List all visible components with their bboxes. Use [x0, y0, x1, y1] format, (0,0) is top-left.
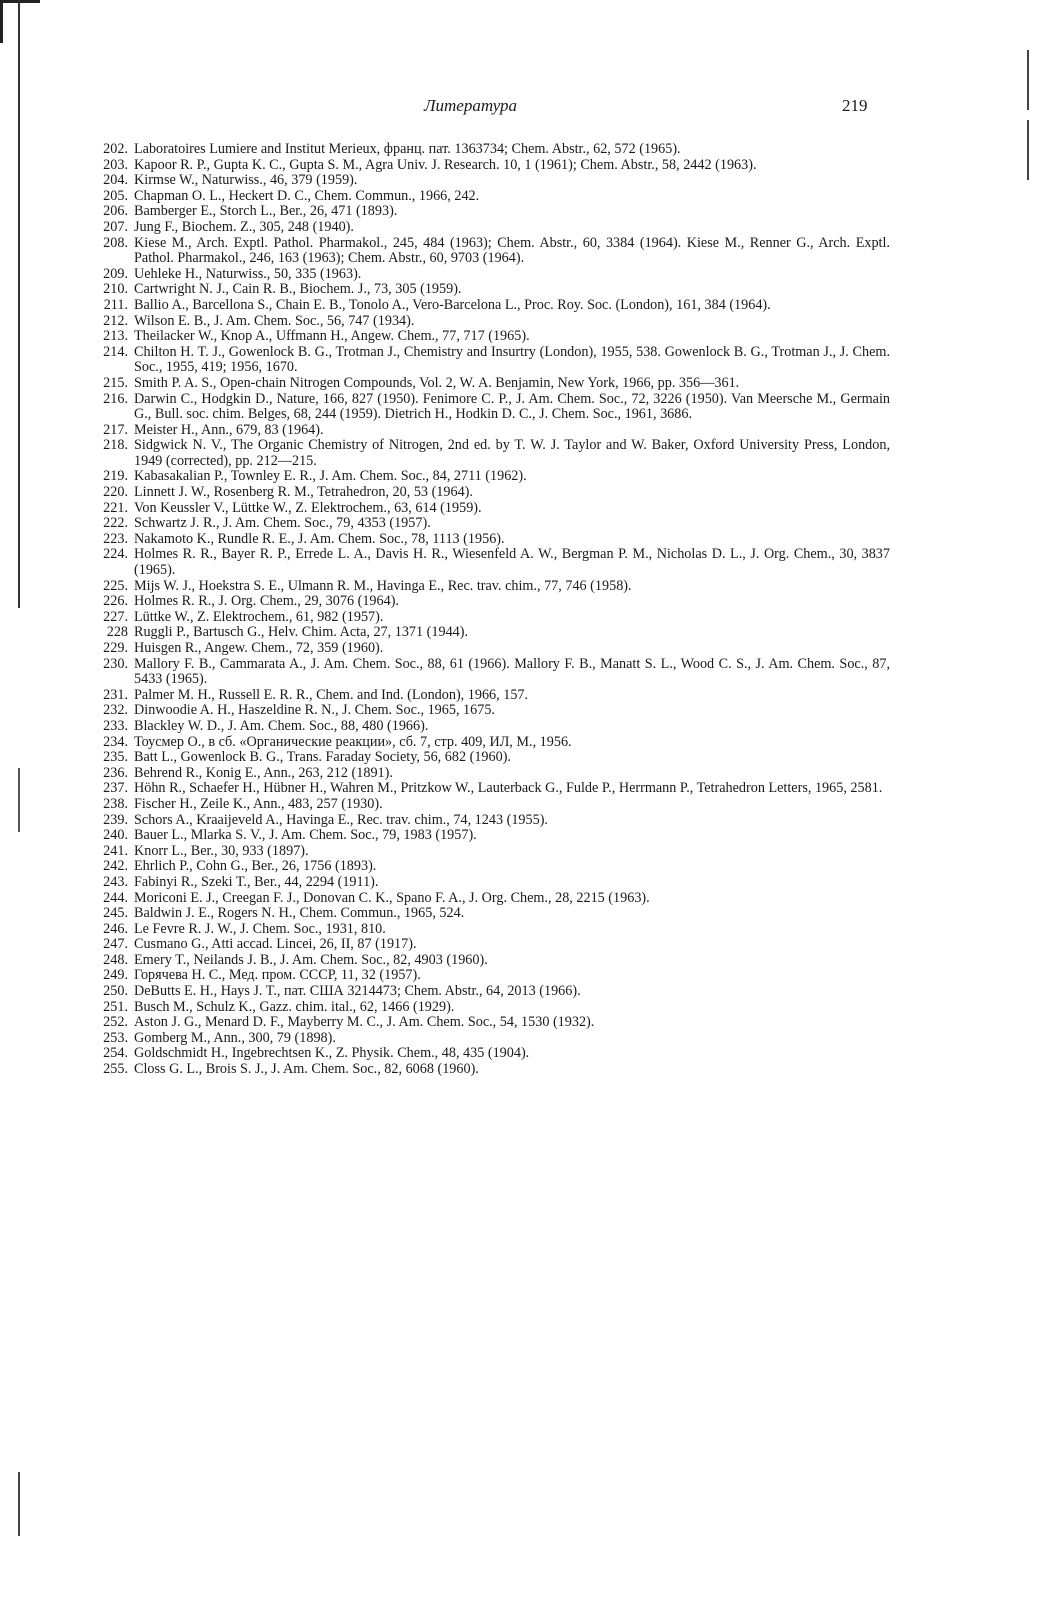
reference-entry [72, 345, 890, 376]
reference-entry [72, 1062, 890, 1078]
reference-text: Meister H., Ann., 679, 83 (1964). [134, 421, 324, 438]
reference-text: Ruggli P., Bartusch G., Helv. Chim. Acta, 27, 1371 (1944). [134, 624, 469, 641]
reference-number: 238. [103, 795, 128, 812]
reference-text: Schors A., Kraaijeveld A., Havinga E., Rec. trav. chim., 74, 1243 (1955). [134, 811, 548, 828]
reference-text: Behrend R., Konig E., Ann., 263, 212 (1891). [134, 764, 393, 781]
reference-number: 251. [103, 998, 128, 1015]
reference-entry [72, 968, 890, 984]
reference-entry [72, 282, 890, 298]
reference-text: Kirmse W., Naturwiss., 46, 379 (1959). [134, 172, 358, 189]
reference-entry [72, 204, 890, 220]
reference-number: 226. [103, 593, 128, 610]
reference-text: Chilton H. T. J., Gowenlock B. G., Trotman J., Chemistry and Insurtry (London), 1955, 538. Gowenlock B. G., Trotman J., J. Chem. Soc., 1955, 419; 1956, 1670. [134, 343, 890, 376]
reference-text: Kabasakalian P., Townley E. R., J. Am. Chem. Soc., 84, 2711 (1962). [134, 468, 527, 485]
reference-text: DeButts E. H., Hays J. T., пат. США 3214473; Chem. Abstr., 64, 2013 (1966). [134, 983, 581, 1000]
reference-text: Knorr L., Ber., 30, 933 (1897). [134, 842, 309, 859]
reference-entry [72, 423, 890, 439]
reference-entry [72, 766, 890, 782]
reference-text: Mallory F. B., Cammarata A., J. Am. Chem. Soc., 88, 61 (1966). Mallory F. B., Manatt S. L., Wood C. S., J. Am. Chem. Soc., 87, 5433 (1965). [134, 655, 890, 688]
reference-entry [72, 937, 890, 953]
reference-text: Kiese M., Arch. Exptl. Pathol. Pharmakol., 245, 484 (1963); Chem. Abstr., 60, 3384 (1964). Kiese M., Renner G., Arch. Exptl. Pathol. Pharmakol., 246, 163 (1963); Chem. Abstr., 60, 9703 (1964). [134, 234, 890, 267]
reference-number: 241. [103, 842, 128, 859]
reference-number: 229. [103, 640, 128, 656]
page-header [0, 96, 1043, 122]
reference-number: 212. [103, 312, 128, 329]
scan-edge-speck [1027, 120, 1029, 180]
reference-number: 211. [103, 296, 128, 313]
reference-text: Laboratoires Lumiere and Institut Merieux, франц. пат. 1363734; Chem. Abstr., 62, 572 (1965). [134, 141, 681, 157]
reference-text: Höhn R., Schaefer H., Hübner H., Wahren M., Pritzkow W., Lauterback G., Fulde P., Herrmann P., Tetrahedron Letters, 1965, 2581. [134, 780, 883, 797]
reference-entry [72, 781, 890, 797]
scan-edge-line [18, 0, 20, 1600]
page-number: 219 [842, 96, 868, 115]
reference-number: 219. [103, 468, 128, 485]
reference-text: Blackley W. D., J. Am. Chem. Soc., 88, 480 (1966). [134, 717, 429, 734]
reference-entry [72, 735, 890, 751]
reference-entry [72, 469, 890, 485]
reference-number: 227. [103, 608, 128, 625]
reference-list [72, 142, 890, 1078]
reference-number: 213. [103, 328, 128, 345]
reference-text: Горячева Н. С., Мед. пром. СССР, 11, 32 (1957). [134, 967, 421, 984]
reference-number: 223. [103, 530, 128, 547]
reference-text: Darwin C., Hodgkin D., Nature, 166, 827 (1950). Fenimore C. P., J. Am. Chem. Soc., 72, 3226 (1950). Van Meersche M., Germain G., Bull. soc. chim. Belges, 68, 244 (1959). Dietrich H., Hodkin D. C., J. Chem. Soc., 1961, 3686. [134, 390, 890, 423]
reference-number: 228 [106, 624, 128, 641]
reference-number: 206. [103, 203, 128, 220]
reference-text: Jung F., Biochem. Z., 305, 248 (1940). [134, 218, 354, 235]
reference-entry [72, 844, 890, 860]
reference-text: Moriconi E. J., Creegan F. J., Donovan C. K., Spano F. A., J. Org. Chem., 28, 2215 (1963). [134, 889, 650, 906]
reference-number: 248. [103, 951, 128, 968]
reference-number: 243. [103, 873, 128, 890]
reference-number: 230. [103, 655, 128, 672]
reference-text: Ballio A., Barcellona S., Chain E. B., Tonolo A., Vero-Barcelona L., Proc. Roy. Soc. (London), 161, 384 (1964). [134, 296, 771, 313]
reference-text: Bamberger E., Storch L., Ber., 26, 471 (1893). [134, 203, 398, 220]
reference-entry [72, 594, 890, 610]
reference-text: Bauer L., Mlarka S. V., J. Am. Chem. Soc., 79, 1983 (1957). [134, 827, 477, 844]
reference-number: 237. [103, 780, 128, 797]
reference-entry [72, 906, 890, 922]
reference-number: 215. [103, 374, 128, 391]
scan-corner-mark [0, 0, 40, 13]
reference-entry [72, 532, 890, 548]
reference-entry [72, 797, 890, 813]
reference-text: Closs G. L., Brois S. J., J. Am. Chem. Soc., 82, 6068 (1960). [134, 1061, 479, 1078]
reference-text: Kapoor R. P., Gupta K. C., Gupta S. M., Agra Univ. J. Research. 10, 1 (1961); Chem. Abstr., 58, 2442 (1963). [134, 156, 757, 173]
reference-number: 216. [103, 390, 128, 407]
reference-text: Le Fevre R. J. W., J. Chem. Soc., 1931, 810. [134, 920, 386, 937]
reference-entry [72, 220, 890, 236]
reference-entry [72, 859, 890, 875]
reference-number: 221. [103, 499, 128, 516]
reference-entry [72, 1000, 890, 1016]
reference-text: Emery T., Neilands J. B., J. Am. Chem. Soc., 82, 4903 (1960). [134, 951, 488, 968]
reference-text: Ehrlich P., Cohn G., Ber., 26, 1756 (1893). [134, 858, 377, 875]
reference-entry [72, 828, 890, 844]
reference-number: 222. [103, 515, 128, 532]
reference-number: 207. [103, 218, 128, 235]
reference-number: 214. [103, 343, 128, 360]
reference-entry [72, 438, 890, 469]
reference-number: 240. [103, 827, 128, 844]
reference-text: Lüttke W., Z. Elektrochem., 61, 982 (1957). [134, 608, 384, 625]
reference-number: 217. [103, 421, 128, 438]
reference-entry [72, 1031, 890, 1047]
reference-text: Cartwright N. J., Cain R. B., Biochem. J., 73, 305 (1959). [134, 281, 462, 298]
reference-number: 208. [103, 234, 128, 251]
reference-text: Aston J. G., Menard D. F., Mayberry M. C., J. Am. Chem. Soc., 54, 1530 (1932). [134, 1014, 595, 1031]
reference-text: Goldschmidt H., Ingebrechtsen K., Z. Physik. Chem., 48, 435 (1904). [134, 1045, 530, 1062]
reference-number: 209. [103, 265, 128, 282]
reference-entry [72, 875, 890, 891]
reference-number: 234. [103, 733, 128, 750]
reference-entry [72, 189, 890, 205]
reference-entry [72, 329, 890, 345]
reference-text: Тоусмер О., в сб. «Органические реакции», сб. 7, стр. 409, ИЛ, М., 1956. [134, 733, 572, 750]
reference-text: Linnett J. W., Rosenberg R. M., Tetrahedron, 20, 53 (1964). [134, 484, 473, 501]
reference-text: Nakamoto K., Rundle R. E., J. Am. Chem. Soc., 78, 1113 (1956). [134, 530, 505, 547]
reference-entry [72, 813, 890, 829]
reference-text: Dinwoodie A. H., Haszeldine R. N., J. Chem. Soc., 1965, 1675. [134, 702, 495, 719]
reference-number: 231. [103, 686, 128, 703]
reference-number: 210. [103, 281, 128, 298]
reference-text: Schwartz J. R., J. Am. Chem. Soc., 79, 4353 (1957). [134, 515, 431, 532]
reference-number: 225. [103, 577, 128, 594]
reference-entry [72, 922, 890, 938]
reference-number: 224. [103, 546, 128, 563]
reference-entry [72, 298, 890, 314]
reference-entry [72, 501, 890, 517]
reference-number: 252. [103, 1014, 128, 1031]
reference-number: 233. [103, 717, 128, 734]
reference-text: Batt L., Gowenlock B. G., Trans. Faraday Society, 56, 682 (1960). [134, 749, 511, 766]
reference-number: 250. [103, 983, 128, 1000]
reference-entry [72, 1015, 890, 1031]
reference-number: 202. [103, 141, 128, 157]
reference-entry [72, 953, 890, 969]
reference-entry [72, 703, 890, 719]
reference-entry [72, 625, 890, 641]
reference-entry [72, 688, 890, 704]
running-title: Литература [424, 96, 518, 115]
reference-entry [72, 392, 890, 423]
reference-number: 203. [103, 156, 128, 173]
reference-text: Fischer H., Zeile K., Ann., 483, 257 (1930). [134, 795, 383, 812]
reference-number: 255. [103, 1061, 128, 1078]
reference-entry [72, 610, 890, 626]
reference-entry [72, 236, 890, 267]
reference-number: 254. [103, 1045, 128, 1062]
reference-text: Mijs W. J., Hoekstra S. E., Ulmann R. M., Havinga E., Rec. trav. chim., 77, 746 (1958). [134, 577, 632, 594]
reference-text: Huisgen R., Angew. Chem., 72, 359 (1960). [134, 640, 384, 656]
reference-entry [72, 641, 890, 657]
reference-text: Von Keussler V., Lüttke W., Z. Elektrochem., 63, 614 (1959). [134, 499, 482, 516]
reference-entry [72, 984, 890, 1000]
reference-text: Baldwin J. E., Rogers N. H., Chem. Commun., 1965, 524. [134, 905, 465, 922]
reference-number: 204. [103, 172, 128, 189]
reference-text: Gomberg M., Ann., 300, 79 (1898). [134, 1029, 336, 1046]
reference-text: Fabinyi R., Szeki T., Ber., 44, 2294 (1911). [134, 873, 379, 890]
reference-text: Cusmano G., Atti accad. Lincei, 26, II, 87 (1917). [134, 936, 417, 953]
reference-entry [72, 657, 890, 688]
reference-entry [72, 267, 890, 283]
reference-text: Uehleke H., Naturwiss., 50, 335 (1963). [134, 265, 362, 282]
reference-number: 205. [103, 187, 128, 204]
reference-number: 249. [103, 967, 128, 984]
reference-entry [72, 547, 890, 578]
reference-text: Smith P. A. S., Open-chain Nitrogen Compounds, Vol. 2, W. A. Benjamin, New York, 1966, pp. 356—361. [134, 374, 740, 391]
reference-number: 235. [103, 749, 128, 766]
reference-entry [72, 158, 890, 174]
reference-text: Palmer M. H., Russell E. R. R., Chem. and Ind. (London), 1966, 157. [134, 686, 529, 703]
reference-entry [72, 750, 890, 766]
reference-text: Chapman O. L., Heckert D. C., Chem. Commun., 1966, 242. [134, 187, 480, 204]
reference-entry [72, 1046, 890, 1062]
reference-entry [72, 142, 890, 158]
reference-number: 253. [103, 1029, 128, 1046]
reference-entry [72, 719, 890, 735]
reference-number: 218. [103, 437, 128, 454]
reference-text: Holmes R. R., J. Org. Chem., 29, 3076 (1964). [134, 593, 399, 610]
reference-entry [72, 173, 890, 189]
reference-number: 220. [103, 484, 128, 501]
reference-text: Wilson E. B., J. Am. Chem. Soc., 56, 747 (1934). [134, 312, 415, 329]
reference-number: 247. [103, 936, 128, 953]
reference-text: Busch M., Schulz K., Gazz. chim. ital., 62, 1466 (1929). [134, 998, 455, 1015]
reference-number: 245. [103, 905, 128, 922]
reference-text: Theilacker W., Knop A., Uffmann H., Angew. Chem., 77, 717 (1965). [134, 328, 530, 345]
reference-entry [72, 516, 890, 532]
reference-entry [72, 485, 890, 501]
reference-entry [72, 314, 890, 330]
reference-text: Sidgwick N. V., The Organic Chemistry of Nitrogen, 2nd ed. by T. W. J. Taylor and W. Baker, Oxford University Press, London, 1949 (corrected), pp. 212—215. [134, 437, 890, 469]
reference-entry [72, 376, 890, 392]
reference-number: 232. [103, 702, 128, 719]
reference-number: 236. [103, 764, 128, 781]
reference-entry [72, 891, 890, 907]
reference-number: 246. [103, 920, 128, 937]
reference-text: Holmes R. R., Bayer R. P., Errede L. A., Davis H. R., Wiesenfeld A. W., Bergman P. M., Nicholas D. L., J. Org. Chem., 30, 3837 (1965). [134, 546, 890, 579]
reference-number: 242. [103, 858, 128, 875]
reference-entry [72, 579, 890, 595]
reference-number: 244. [103, 889, 128, 906]
reference-number: 239. [103, 811, 128, 828]
